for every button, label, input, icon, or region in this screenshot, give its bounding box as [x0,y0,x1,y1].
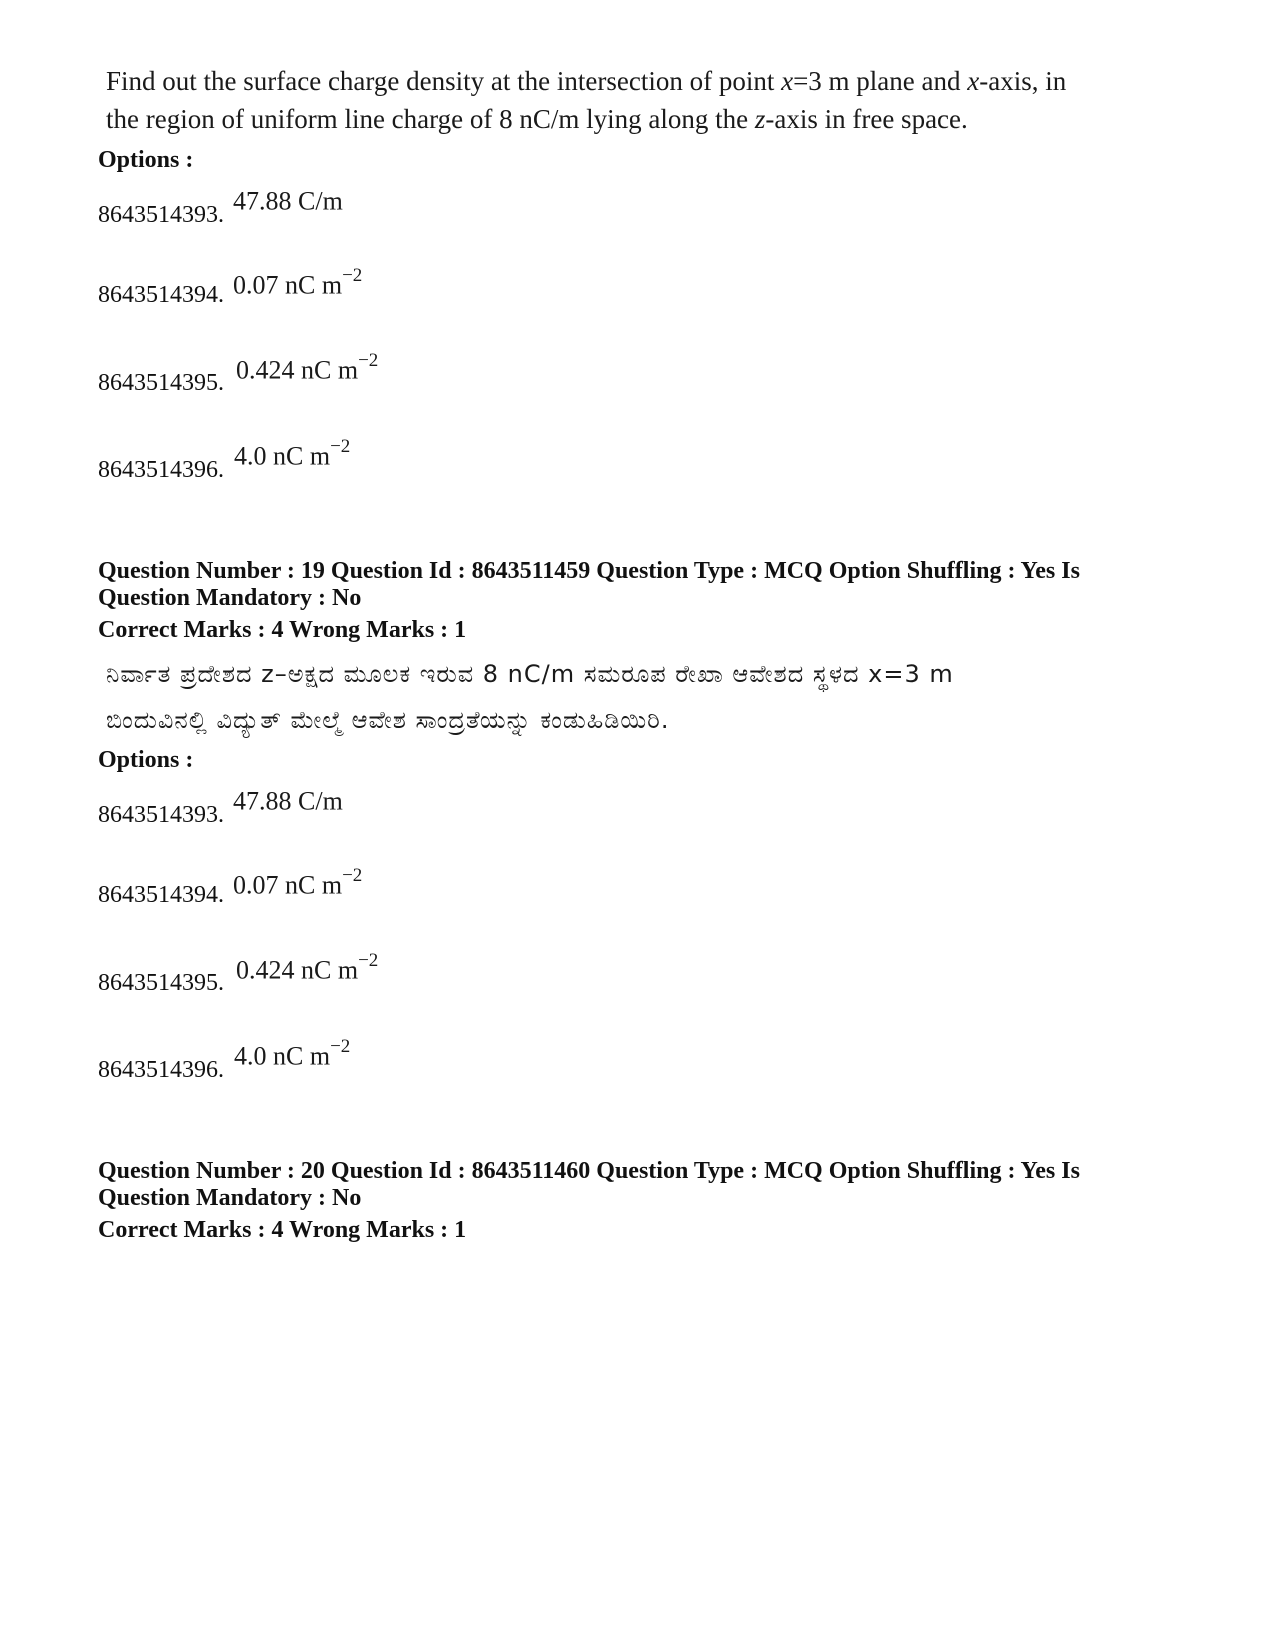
q18-question-text [106,62,1181,138]
q19-line-2: ಬಿಂದುವಿನಲ್ಲಿ ವಿದ್ಯುತ್ ಮೇಲ್ಮೆ ಆವೇಶ ಸಾಂದ್ರತೆಯನ್ನು ಕಂಡುಹಿಡಿಯಿರಿ. [106,706,670,734]
q19-options-label: Options : [98,747,194,773]
q19-meta-line-1: Question Number : 19 Question Id : 8643511459 Question Type : MCQ Option Shuffling : Yes Is [98,558,1080,584]
q18-option-1-value: 47.88 C/m [233,186,343,216]
q18-option-4-id: 8643514396. [98,457,224,483]
q19-option-2-id: 8643514394. [98,882,224,908]
q18-option-3-value: 0.424 nC $m^{-2}$ [236,350,379,385]
q20-meta-line-1: Question Number : 20 Question Id : 8643511460 Question Type : MCQ Option Shuffling : Yes Is [98,1158,1080,1184]
q18-option-4-value: 4.0 nC $m^{-2}$ [234,436,351,471]
q18-option-1-id: 8643514393. [98,202,224,228]
q18-option-2-id: 8643514394. [98,282,224,308]
q20-marks: Correct Marks : 4 Wrong Marks : 1 [98,1217,467,1243]
q19-question-text [106,651,1186,743]
q18-option-2-value: 0.07 nC $m^{-2}$ [233,265,363,300]
q18-line-2: the region of uniform line charge of 8 nC/m lying along the z-axis in free space. [106,104,968,134]
q18-option-3-id: 8643514395. [98,370,224,396]
q19-line-1: ನಿರ್ವಾತ ಪ್ರದೇಶದ z–ಅಕ್ಷದ ಮೂಲಕ ಇರುವ 8 nC/m ಸಮರೂಪ ರೇಖಾ ಆವೇಶದ ಸ್ಥಳದ x=3 m [106,660,954,688]
q20-meta-line-2: Question Mandatory : No [98,1185,362,1211]
q19-option-1-value: 47.88 C/m [233,786,343,816]
q19-marks: Correct Marks : 4 Wrong Marks : 1 [98,617,467,643]
q19-option-1-id: 8643514393. [98,802,224,828]
q18-line-1: Find out the surface charge density at the intersection of point x=3 m plane and x-axis, in [106,66,1067,96]
q19-option-2-value: 0.07 nC $m^{-2}$ [233,865,363,900]
q18-options-label: Options : [98,147,194,173]
q19-option-3-id: 8643514395. [98,970,224,996]
q19-option-4-value: 4.0 nC $m^{-2}$ [234,1036,351,1071]
q19-meta-line-2: Question Mandatory : No [98,585,362,611]
q19-option-3-value: 0.424 nC $m^{-2}$ [236,950,379,985]
q19-option-4-id: 8643514396. [98,1057,224,1083]
